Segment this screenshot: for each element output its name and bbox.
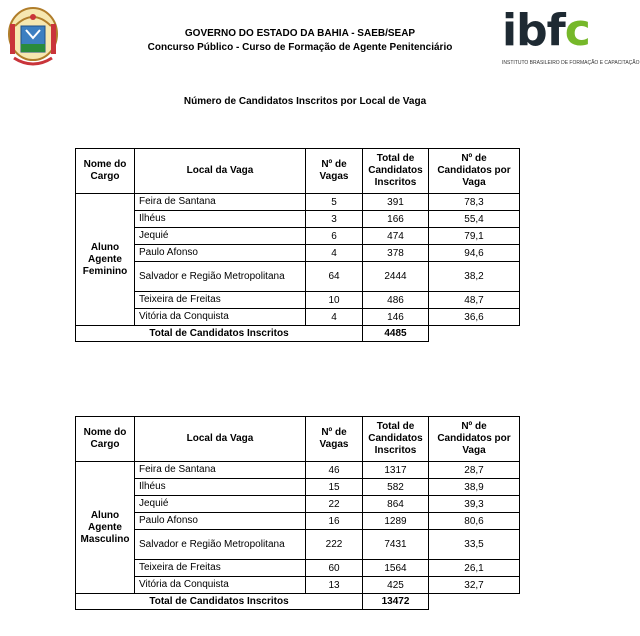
vagas-cell: 5	[306, 194, 363, 211]
vagas-cell: 6	[306, 228, 363, 245]
local-cell: Feira de Santana	[135, 462, 306, 479]
local-cell: Vitória da Conquista	[135, 309, 306, 326]
header-text	[110, 27, 490, 55]
por-vaga-cell: 39,3	[429, 496, 520, 513]
column-header-vagas: Nº de Vagas	[306, 417, 363, 462]
vagas-cell: 16	[306, 513, 363, 530]
column-header-local: Local da Vaga	[135, 417, 306, 462]
por-vaga-cell: 94,6	[429, 245, 520, 262]
document-title: Número de Candidatos Inscritos por Local de Vaga	[183, 96, 427, 107]
vagas-cell: 15	[306, 479, 363, 496]
inscritos-cell: 1564	[363, 560, 429, 577]
cargo-name-cell: Aluno Agente Masculino	[76, 462, 135, 594]
por-vaga-cell: 28,7	[429, 462, 520, 479]
por-vaga-cell: 26,1	[429, 560, 520, 577]
vagas-cell: 3	[306, 211, 363, 228]
table-row	[76, 560, 520, 577]
vagas-cell: 4	[306, 309, 363, 326]
header-government-line: GOVERNO DO ESTADO DA BAHIA - SAEB/SEAP	[184, 28, 416, 39]
column-header-cargo: Nome do Cargo	[76, 417, 135, 462]
total-value-cell: 13472	[363, 594, 429, 610]
inscritos-cell: 2444	[363, 262, 429, 292]
table-header-row	[76, 417, 520, 462]
local-cell: Paulo Afonso	[135, 245, 306, 262]
total-label-cell: Total de Candidatos Inscritos	[76, 594, 363, 610]
table-row	[76, 577, 520, 594]
total-blank-cell	[429, 326, 520, 342]
por-vaga-cell: 78,3	[429, 194, 520, 211]
por-vaga-cell: 48,7	[429, 292, 520, 309]
document-header	[0, 0, 640, 80]
column-header-inscritos: Total de Candidatos Inscritos	[363, 149, 429, 194]
total-row	[76, 326, 520, 342]
por-vaga-cell: 33,5	[429, 530, 520, 560]
table-row	[76, 228, 520, 245]
table-row	[76, 245, 520, 262]
local-cell: Jequié	[135, 228, 306, 245]
local-cell: Salvador e Região Metropolitana	[135, 262, 306, 292]
header-contest-line: Concurso Público - Curso de Formação de Agente Penitenciário	[147, 42, 453, 53]
column-header-vagas: Nº de Vagas	[306, 149, 363, 194]
ibfc-logo-word: ibfc	[502, 5, 590, 56]
vagas-cell: 60	[306, 560, 363, 577]
vagas-cell: 13	[306, 577, 363, 594]
inscritos-cell: 146	[363, 309, 429, 326]
vagas-cell: 64	[306, 262, 363, 292]
bahia-coat-of-arms-icon	[6, 4, 60, 70]
vagas-cell: 22	[306, 496, 363, 513]
por-vaga-cell: 38,9	[429, 479, 520, 496]
vagas-cell: 222	[306, 530, 363, 560]
cargo-name-cell: Aluno Agente Feminino	[76, 194, 135, 326]
candidates-table-female	[75, 148, 520, 342]
table-row	[76, 211, 520, 228]
vagas-cell: 46	[306, 462, 363, 479]
table-row	[76, 479, 520, 496]
por-vaga-cell: 80,6	[429, 513, 520, 530]
por-vaga-cell: 55,4	[429, 211, 520, 228]
por-vaga-cell: 79,1	[429, 228, 520, 245]
ibfc-logo-subtitle: INSTITUTO BRASILEIRO DE FORMAÇÃO E CAPACITAÇÃO	[502, 60, 640, 66]
column-header-cargo: Nome do Cargo	[76, 149, 135, 194]
table-row	[76, 496, 520, 513]
local-cell: Salvador e Região Metropolitana	[135, 530, 306, 560]
inscritos-cell: 378	[363, 245, 429, 262]
por-vaga-cell: 36,6	[429, 309, 520, 326]
table-row	[76, 309, 520, 326]
column-header-inscritos: Total de Candidatos Inscritos	[363, 417, 429, 462]
inscritos-cell: 7431	[363, 530, 429, 560]
total-row	[76, 594, 520, 610]
inscritos-cell: 1317	[363, 462, 429, 479]
local-cell: Paulo Afonso	[135, 513, 306, 530]
table-row	[76, 513, 520, 530]
table-row	[76, 194, 520, 211]
table-row	[76, 530, 520, 560]
candidates-table-male	[75, 416, 520, 610]
inscritos-cell: 166	[363, 211, 429, 228]
table-header-row	[76, 149, 520, 194]
inscritos-cell: 486	[363, 292, 429, 309]
column-header-por_vaga: Nº de Candidatos por Vaga	[429, 149, 520, 194]
total-label-cell: Total de Candidatos Inscritos	[76, 326, 363, 342]
por-vaga-cell: 32,7	[429, 577, 520, 594]
local-cell: Vitória da Conquista	[135, 577, 306, 594]
inscritos-cell: 864	[363, 496, 429, 513]
local-cell: Jequié	[135, 496, 306, 513]
table-row	[76, 262, 520, 292]
inscritos-cell: 425	[363, 577, 429, 594]
table-row	[76, 462, 520, 479]
column-header-por_vaga: Nº de Candidatos por Vaga	[429, 417, 520, 462]
total-value-cell: 4485	[363, 326, 429, 342]
local-cell: Ilhéus	[135, 479, 306, 496]
local-cell: Ilhéus	[135, 211, 306, 228]
column-header-local: Local da Vaga	[135, 149, 306, 194]
vagas-cell: 10	[306, 292, 363, 309]
local-cell: Feira de Santana	[135, 194, 306, 211]
vagas-cell: 4	[306, 245, 363, 262]
inscritos-cell: 582	[363, 479, 429, 496]
inscritos-cell: 474	[363, 228, 429, 245]
local-cell: Teixeira de Freitas	[135, 292, 306, 309]
table-row	[76, 292, 520, 309]
ibfc-logo	[500, 5, 640, 70]
inscritos-cell: 1289	[363, 513, 429, 530]
local-cell: Teixeira de Freitas	[135, 560, 306, 577]
inscritos-cell: 391	[363, 194, 429, 211]
total-blank-cell	[429, 594, 520, 610]
por-vaga-cell: 38,2	[429, 262, 520, 292]
